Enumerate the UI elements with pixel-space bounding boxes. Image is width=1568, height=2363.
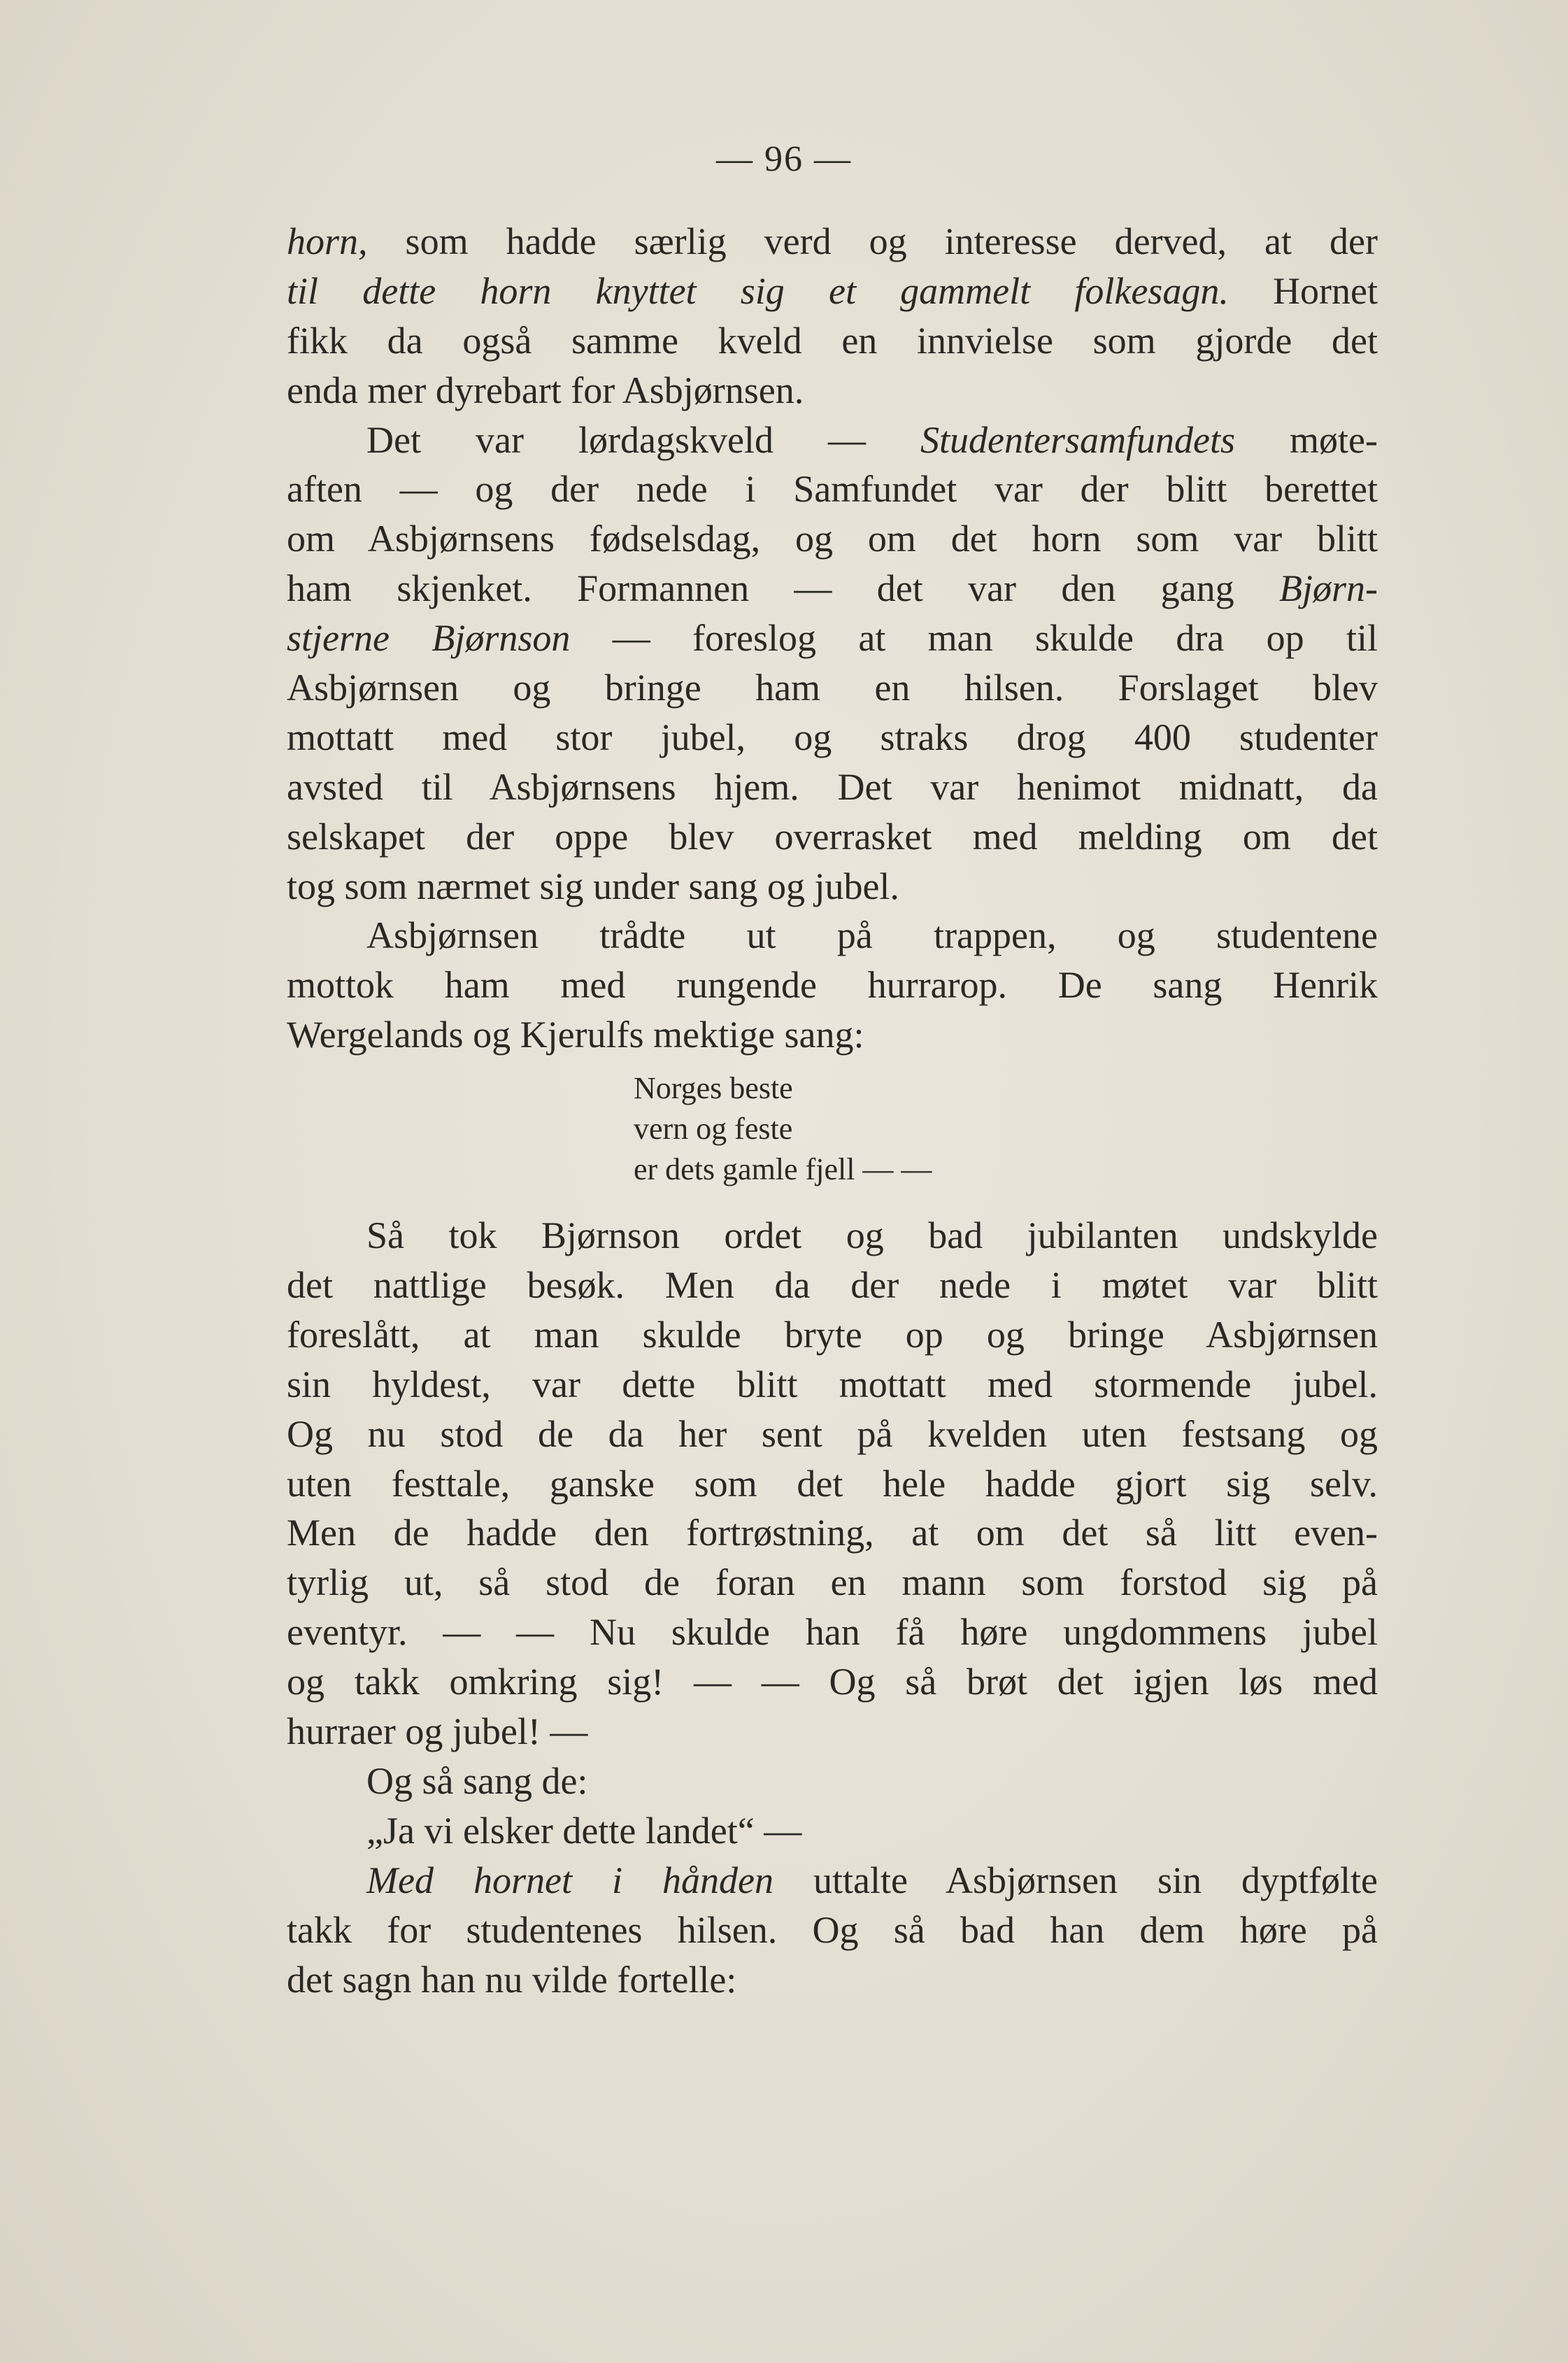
italic-text: Studentersamfundets	[920, 418, 1235, 461]
text-line	[287, 217, 1378, 267]
text-line: mottok ham med rungende hurrarop. De sang Henrik	[287, 964, 1378, 1007]
spacer	[287, 1190, 1378, 1211]
italic-text: Bjørn-	[1279, 567, 1378, 610]
text-line: selskapet der oppe blev overrasket med melding om det	[287, 815, 1378, 858]
text-line: Asbjørnsen og bringe ham en hilsen. Forslaget blev	[287, 667, 1378, 709]
verse-line: vern og feste	[634, 1112, 793, 1147]
text-line: det sagn han nu vilde fortelle:	[287, 1958, 737, 2001]
text-line	[287, 416, 1378, 465]
italic-text: horn,	[287, 220, 368, 262]
text-line: Og så sang de:	[366, 1759, 588, 1802]
text-line: eventyr. — — Nu skulde han få høre ungdommens jubel	[287, 1611, 1378, 1654]
page-number: — 96 —	[716, 139, 852, 179]
text-line: om Asbjørnsens fødselsdag, og om det horn som var blitt	[287, 518, 1378, 560]
spacer	[287, 1060, 1378, 1068]
text-line: Så tok Bjørnson ordet og bad jubilanten undskylde	[366, 1214, 1378, 1257]
text-line: Asbjørnsen trådte ut på trappen, og studentene	[366, 914, 1378, 957]
text-span: Det var lørdagskveld —	[366, 418, 921, 461]
text-span: Hornet	[1228, 269, 1378, 312]
text-line: avsted til Asbjørnsens hjem. Det var henimot midnatt, da	[287, 765, 1378, 808]
text-span: — foreslog at man skulde dra op til	[570, 617, 1378, 660]
text-line: enda mer dyrebart for Asbjørnsen.	[287, 369, 804, 411]
body-text	[287, 217, 1378, 2004]
text-line: „Ja vi elsker dette landet“ —	[366, 1809, 802, 1852]
text-span: møte-	[1235, 418, 1378, 461]
text-line: Men de hadde den fortrøstning, at om det så litt even-	[287, 1512, 1378, 1554]
text-line	[287, 613, 1378, 663]
text-line: aften — og der nede i Samfundet var der blitt berettet	[287, 468, 1378, 511]
italic-text: til dette horn knyttet sig et gammelt folkesagn.	[287, 269, 1229, 312]
text-line	[287, 564, 1378, 613]
text-span: uttalte Asbjørnsen sin dyptfølte	[773, 1859, 1378, 1901]
text-line: og takk omkring sig! — — Og så brøt det igjen løs med	[287, 1661, 1378, 1703]
verse-line: er dets gamle fjell — —	[634, 1152, 932, 1187]
text-line: uten festtale, ganske som det hele hadde gjort sig selv.	[287, 1462, 1378, 1505]
text-line	[287, 267, 1378, 316]
italic-text: stjerne Bjørnson	[287, 617, 571, 660]
text-line: tog som nærmet sig under sang og jubel.	[287, 865, 899, 907]
text-line: det nattlige besøk. Men da der nede i møtet var blitt	[287, 1264, 1378, 1307]
text-line: Og nu stod de da her sent på kvelden uten festsang og	[287, 1412, 1378, 1455]
text-line: fikk da også samme kveld en innvielse som gjorde det	[287, 319, 1378, 362]
text-line: takk for studentenes hilsen. Og så bad han dem høre på	[287, 1908, 1378, 1951]
text-line	[287, 1856, 1378, 1906]
text-line: sin hyldest, var dette blitt mottatt med stormende jubel.	[287, 1363, 1378, 1405]
text-line: foreslått, at man skulde bryte op og bringe Asbjørnsen	[287, 1313, 1378, 1356]
text-span: ham skjenket. Formannen — det var den gang	[287, 567, 1279, 610]
text-span: som hadde særlig verd og interesse derved, at der	[367, 220, 1378, 262]
verse-line: Norges beste	[634, 1071, 793, 1106]
text-line: tyrlig ut, så stod de foran en mann som forstod sig på	[287, 1561, 1378, 1604]
text-line: Wergelands og Kjerulfs mektige sang:	[287, 1014, 864, 1056]
text-line: mottatt med stor jubel, og straks drog 400 studenter	[287, 716, 1378, 758]
italic-text: Med hornet i hånden	[366, 1859, 774, 1901]
text-line: hurraer og jubel! —	[287, 1710, 588, 1753]
